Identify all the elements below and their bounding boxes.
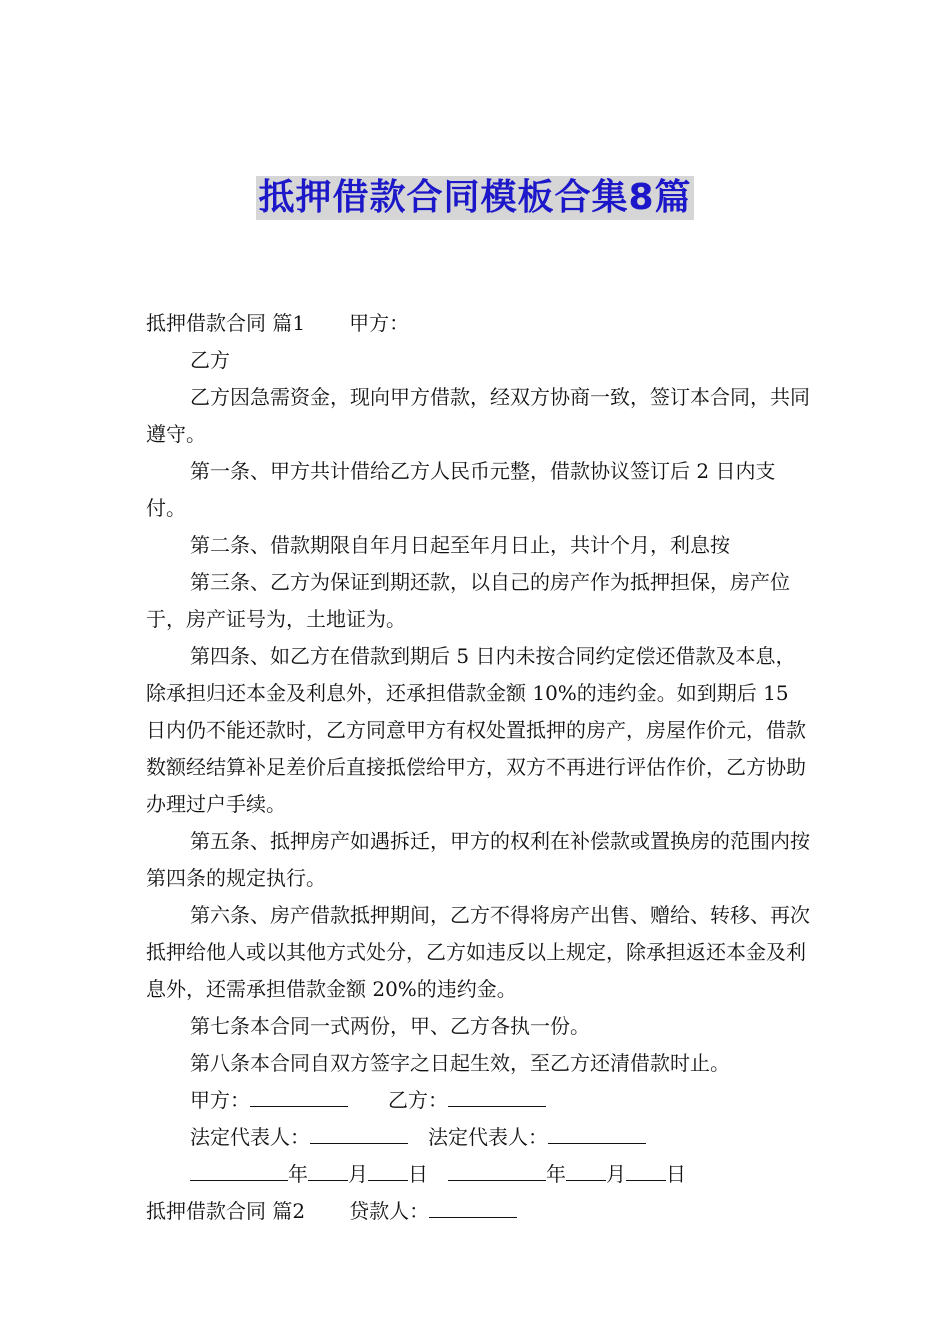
contract-1-heading-line — [146, 305, 811, 342]
representative-line — [146, 1119, 811, 1156]
sign-a-label: 甲方： — [190, 1088, 250, 1112]
year-b-label: 年 — [546, 1162, 566, 1186]
sign-b-label: 乙方： — [388, 1088, 448, 1112]
party-b-line — [146, 342, 811, 379]
rep-a-label: 法定代表人： — [190, 1125, 310, 1149]
contract-2-heading: 抵押借款合同 篇2 — [146, 1199, 306, 1223]
article-4: 第四条、如乙方在借款到期后 5 日内未按合同约定偿还借款及本息，除承担归还本金及利息外，还承担借款金额 10%的违约金。如到期后 15 日内仍不能还款时，乙方同意甲方有权处置抵押的房产，房屋作价元，借款数额经结算补足差价后直接抵偿给甲方，双方不再进行评估作价，乙方协助办理过户手续。 — [146, 644, 806, 816]
title-wrap — [0, 176, 950, 220]
month-b-label: 月 — [606, 1162, 626, 1186]
rep-b-blank[interactable] — [548, 1121, 646, 1144]
contract-2-heading-line — [146, 1193, 811, 1230]
article-7: 第七条本合同一式两份，甲、乙方各执一份。 — [190, 1014, 590, 1038]
document-title: 抵押借款合同模板合集8篇 — [258, 177, 692, 218]
article-6: 第六条、房产借款抵押期间，乙方不得将房产出售、赠给、转移、再次抵押给他人或以其他方式处分，乙方如违反以上规定，除承担返还本金及利息外，还需承担借款金额 20%的违约金。 — [146, 903, 810, 1001]
month-b-blank[interactable] — [566, 1158, 606, 1181]
day-b-label: 日 — [666, 1162, 686, 1186]
year-b-blank[interactable] — [448, 1158, 546, 1181]
rep-b-label: 法定代表人： — [428, 1125, 548, 1149]
rep-a-blank[interactable] — [310, 1121, 408, 1144]
year-a-label: 年 — [288, 1162, 308, 1186]
article-5: 第五条、抵押房产如遇拆迁，甲方的权利在补偿款或置换房的范围内按第四条的规定执行。 — [146, 829, 810, 890]
day-a-blank[interactable] — [368, 1158, 408, 1181]
article-2: 第二条、借款期限自年月日起至年月日止，共计个月，利息按 — [190, 533, 730, 557]
article-8: 第八条本合同自双方签字之日起生效，至乙方还清借款时止。 — [190, 1051, 730, 1075]
signature-line — [146, 1082, 811, 1119]
article-3: 第三条、乙方为保证到期还款，以自己的房产作为抵押担保，房产位于，房产证号为，土地证为。 — [146, 570, 790, 631]
day-a-label: 日 — [408, 1162, 428, 1186]
year-a-blank[interactable] — [190, 1158, 288, 1181]
article-1: 第一条、甲方共计借给乙方人民币元整，借款协议签订后 2 日内支付。 — [146, 459, 776, 520]
contract-1-heading: 抵押借款合同 篇1 — [146, 311, 306, 335]
lender-label: 贷款人： — [349, 1199, 430, 1223]
intro-paragraph: 乙方因急需资金，现向甲方借款，经双方协商一致，签订本合同，共同遵守。 — [146, 385, 810, 446]
month-a-label: 月 — [348, 1162, 368, 1186]
date-line — [146, 1156, 811, 1193]
sign-b-blank[interactable] — [448, 1084, 546, 1107]
party-b-label: 乙方 — [190, 348, 230, 372]
document-body — [146, 305, 811, 1230]
lender-blank[interactable] — [429, 1195, 517, 1218]
sign-a-blank[interactable] — [250, 1084, 348, 1107]
party-a-label: 甲方： — [349, 311, 410, 335]
month-a-blank[interactable] — [308, 1158, 348, 1181]
day-b-blank[interactable] — [626, 1158, 666, 1181]
